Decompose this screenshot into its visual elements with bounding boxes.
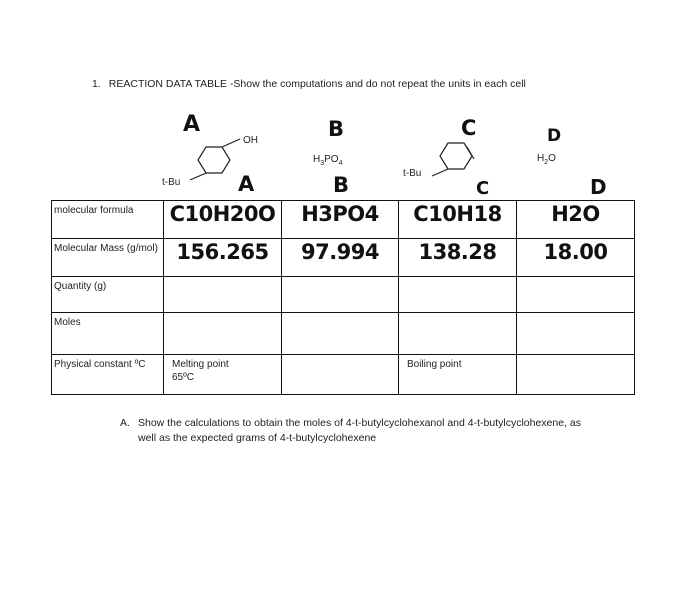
cell-quantity-d <box>517 277 634 280</box>
structure-c-tbu: t-Bu <box>403 168 422 179</box>
cell-quantity-c <box>399 277 516 280</box>
cell-constant-b <box>282 355 398 358</box>
cell-quantity-a <box>164 277 281 280</box>
question-text: REACTION DATA TABLE -Show the computations and do not repeat the units in each cell <box>108 78 526 90</box>
structure-a-oh: OH <box>243 135 258 146</box>
table-row <box>52 355 635 395</box>
label-c-top: C <box>461 116 477 140</box>
label-a-bottom: A <box>238 172 255 196</box>
question-heading <box>92 78 526 90</box>
cell-formula-b: H3PO4 <box>301 202 379 226</box>
cell-constant-c: Boiling point <box>407 359 462 370</box>
table-row <box>52 277 635 313</box>
cell-mass-b: 97.994 <box>300 240 380 264</box>
row-label: Molecular Mass (g/mol) <box>54 243 158 254</box>
subquestion-text: Show the calculations to obtain the moles of 4-t-butylcyclohexanol and 4-t-butylcyclohexene, as well as the expected grams of 4-t-butylcyclohexene <box>138 417 581 444</box>
formula-b: $H_3PO_4$ <box>313 154 343 167</box>
table-row <box>52 239 635 277</box>
cell-mass-a: 156.265 <box>176 240 269 264</box>
cell-moles-a <box>164 313 281 316</box>
cell-constant-a: Melting point 65ºC <box>172 359 229 383</box>
subquestion-letter: A. <box>120 417 130 429</box>
structure-c <box>400 133 510 193</box>
row-label: Moles <box>54 317 81 328</box>
table-row <box>52 313 635 355</box>
formula-d: $H_2O$ <box>537 153 556 166</box>
cell-constant-d <box>517 355 634 358</box>
cell-moles-d <box>517 313 634 316</box>
subquestion-a <box>120 416 590 446</box>
label-a-top: A <box>183 112 201 137</box>
cell-mass-d: 18.00 <box>543 240 608 264</box>
cell-formula-c: C10H18 <box>413 202 502 226</box>
label-b-bottom: B <box>333 173 350 197</box>
cell-formula-d: H2O <box>551 202 600 226</box>
label-b-top: B <box>328 117 345 141</box>
label-c-bottom: C <box>476 178 490 199</box>
row-label: Physical constant ºC <box>54 359 146 370</box>
question-number: 1. <box>92 78 101 90</box>
row-label: molecular formula <box>54 205 134 216</box>
structure-a-tbu: t-Bu <box>162 177 181 188</box>
table-row <box>52 201 635 239</box>
cell-formula-a: C10H20O <box>169 202 276 226</box>
label-d-bottom: D <box>590 175 607 199</box>
cell-mass-c: 138.28 <box>418 240 497 264</box>
cell-moles-b <box>282 313 398 316</box>
reaction-data-table <box>51 200 635 395</box>
cell-quantity-b <box>282 277 398 280</box>
cell-moles-c <box>399 313 516 316</box>
row-label: Quantity (g) <box>54 281 107 292</box>
label-d-top: D <box>547 126 562 146</box>
